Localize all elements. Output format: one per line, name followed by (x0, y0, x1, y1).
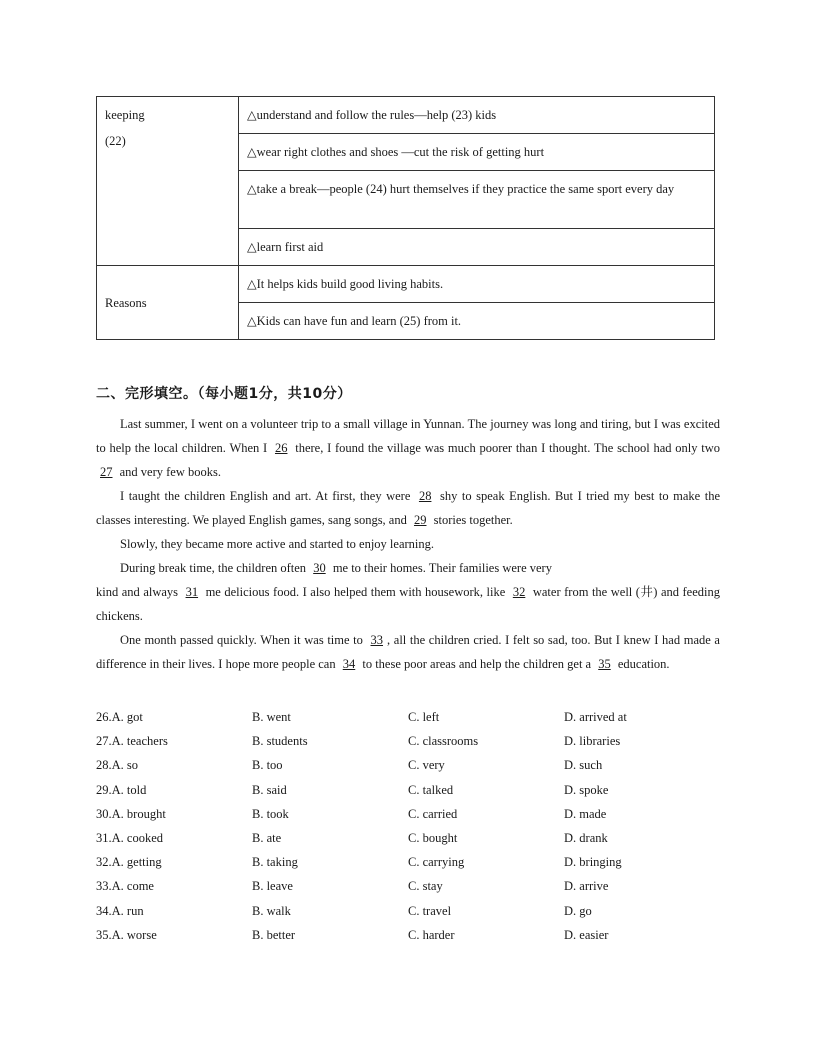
blank-34: 34 (342, 657, 356, 671)
option-b: B. taking (252, 855, 298, 870)
option-d: D. spoke (564, 782, 609, 797)
option-row (96, 826, 736, 850)
table-cell: △Kids can have fun and learn (25) from it. (239, 303, 715, 340)
blank-30: 30 (313, 561, 326, 575)
option-a: 32.A. getting (96, 855, 162, 870)
option-c: C. classrooms (408, 734, 479, 749)
blank-29: 29 (413, 513, 427, 527)
text: me to their homes. Their families were very (329, 561, 552, 575)
table-row (97, 97, 715, 134)
option-d: D. easier (564, 927, 609, 942)
option-b: B. ate (252, 831, 282, 846)
blank-28: 28 (418, 489, 432, 503)
text: stories together. (430, 513, 513, 527)
paragraph (96, 412, 720, 484)
text: water from the well (井) and feeding chickens. (96, 585, 720, 623)
option-a: 35.A. worse (96, 927, 157, 942)
option-c: C. left (408, 710, 440, 724)
table-cell: △It helps kids build good living habits. (239, 266, 715, 303)
option-d: D. drank (564, 831, 608, 846)
option-a: 34.A. run (96, 903, 144, 918)
blank-32: 32 (512, 585, 526, 599)
option-a: 29.A. told (96, 782, 147, 797)
option-a: 30.A. brought (96, 806, 166, 821)
option-d: D. arrived at (564, 710, 627, 724)
blank-35: 35 (598, 657, 611, 671)
option-row (96, 874, 736, 898)
option-row (96, 753, 736, 777)
paragraph: Slowly, they became more active and started to enjoy learning. (120, 537, 435, 551)
paragraph (96, 484, 720, 532)
option-b: B. students (252, 734, 308, 749)
option-c: C. stay (408, 879, 443, 894)
option-c: C. carried (408, 806, 458, 821)
option-c: C. bought (408, 831, 458, 846)
text: During break time, the children often (120, 561, 310, 575)
text: One month passed quickly. When it was time to (120, 633, 367, 647)
option-row (96, 923, 736, 947)
table-row (97, 266, 715, 303)
blank-33: 33 (370, 633, 384, 647)
text: kind and always (96, 585, 182, 599)
option-c: C. harder (408, 927, 455, 942)
blank-31: 31 (185, 585, 199, 599)
option-d: D. bringing (564, 855, 622, 870)
text: there, I found the village was much poorer than I thought. The school had only two (291, 441, 720, 455)
option-row (96, 802, 736, 826)
option-row (96, 850, 736, 874)
paragraph (96, 556, 720, 580)
table-cell: △take a break—people (24) hurt themselves if they practice the same sport every day (239, 171, 715, 229)
option-b: B. better (252, 927, 296, 942)
text: me delicious food. I also helped them with housework, like (202, 585, 509, 599)
cloze-passage (96, 412, 720, 676)
option-d: D. made (564, 806, 607, 821)
option-b: B. took (252, 806, 289, 821)
text: I taught the children English and art. At first, they were (120, 489, 415, 503)
option-b: B. too (252, 758, 283, 773)
answer-options (96, 705, 736, 947)
paragraph (96, 628, 720, 676)
text: education. (614, 657, 670, 671)
text: shy to speak English. But I tried my best to make the classes interesting. We played English games, sang songs, and (96, 489, 721, 527)
table-cell: △understand and follow the rules—help (23) kids (239, 97, 715, 134)
text: , all the children cried. I felt so sad, too. But I knew I had made a difference in their lives. I hope more people can (96, 633, 720, 671)
option-row (96, 778, 736, 802)
option-d: D. such (564, 758, 603, 773)
option-row (96, 705, 736, 729)
text: to these poor areas and help the children get a (359, 657, 595, 671)
table-cell-label: keeping (105, 108, 145, 122)
option-b: B. leave (252, 879, 293, 894)
table-cell: △wear right clothes and shoes —cut the risk of getting hurt (239, 134, 715, 171)
option-row (96, 899, 736, 923)
option-a: 31.A. cooked (96, 831, 163, 846)
table-cell-label: (22) (105, 134, 126, 148)
option-c: C. very (408, 758, 445, 773)
text: and very few books. (116, 465, 221, 479)
info-table (96, 96, 715, 340)
option-d: D. arrive (564, 879, 609, 894)
text: Last summer, I went on a volunteer trip to a small village in Yunnan. The journey was long and tiring, but I was excited to help the local children. When I (96, 417, 720, 455)
table-cell: △learn first aid (239, 229, 715, 266)
blank-27: 27 (100, 465, 113, 479)
paragraph (96, 580, 720, 628)
option-b: B. said (252, 782, 287, 797)
option-b: B. went (252, 710, 291, 724)
option-a: 27.A. teachers (96, 734, 168, 749)
option-d: D. go (564, 903, 592, 918)
table-cell-keeping (97, 97, 239, 266)
option-b: B. walk (252, 903, 291, 918)
option-a: 28.A. so (96, 758, 139, 773)
option-c: C. carrying (408, 855, 465, 870)
section-title: 二、完形填空。（每小题1分，共10分） (96, 386, 352, 402)
option-a: 26.A. got (96, 710, 143, 724)
option-row (96, 729, 736, 753)
blank-26: 26 (274, 441, 288, 455)
option-c: C. travel (408, 903, 452, 918)
option-d: D. libraries (564, 734, 621, 749)
option-a: 33.A. come (96, 879, 154, 894)
table-cell-reasons: Reasons (97, 266, 239, 340)
option-c: C. talked (408, 782, 454, 797)
